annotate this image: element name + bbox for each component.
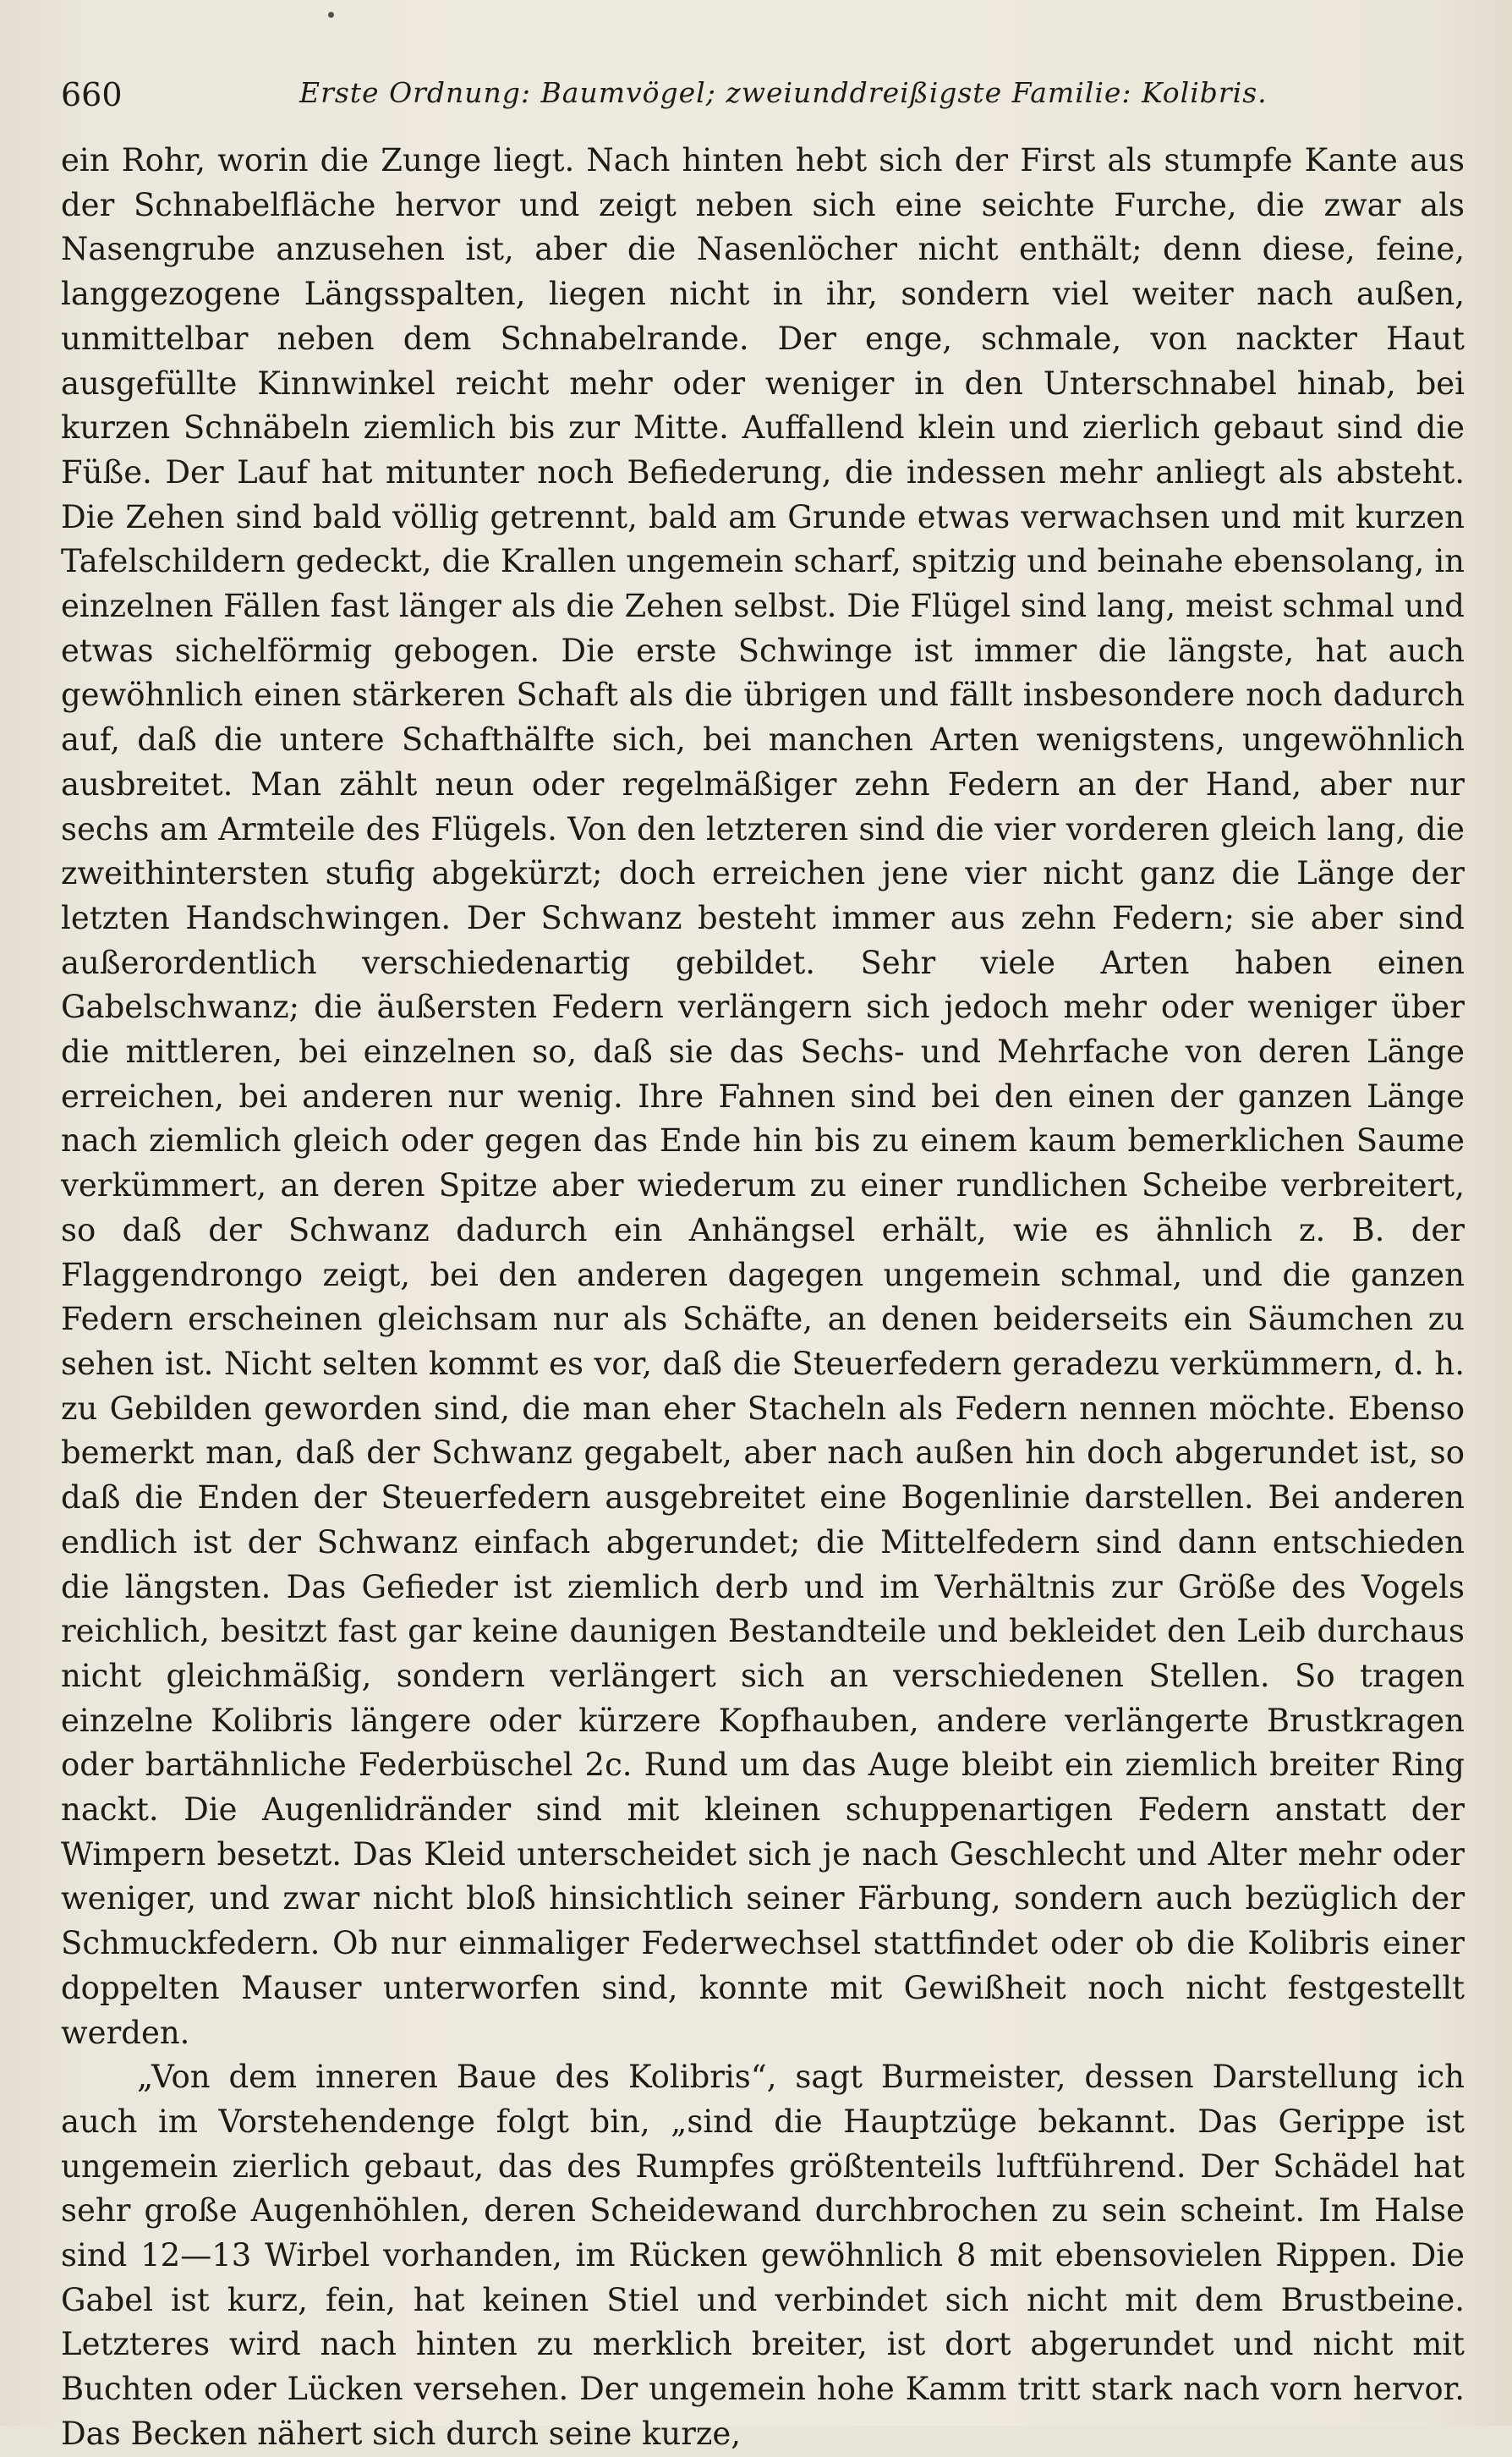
ink-speck <box>328 12 334 18</box>
running-head: Erste Ordnung: Baumvögel; zweiunddreißigste Familie: Kolibris. <box>299 76 1268 109</box>
body-text <box>61 139 1465 2457</box>
paragraph-2: „Von dem inneren Baue des Kolibris“, sagt Burmeister, dessen Darstellung ich auch im Vorstehendenge folgt bin, „sind die Hauptzüge bekannt. Das Gerippe ist ungemein zierlich gebaut, das des Rumpfes größtenteils luftführend. Der Schädel hat sehr große Augenhöhlen, deren Scheidewand durchbrochen zu sein scheint. Im Halse sind 12—13 Wirbel vorhanden, im Rücken gewöhnlich 8 mit ebensovielen Rippen. Die Gabel ist kurz, fein, hat keinen Stiel und verbindet sich nicht mit dem Brustbeine. Letzteres wird nach hinten zu merklich breiter, ist dort abgerundet und nicht mit Buchten oder Lücken versehen. Der ungemein hohe Kamm tritt stark nach vorn hervor. Das Becken nähert sich durch seine kurze, <box>61 2059 1465 2452</box>
page-header <box>61 71 1465 122</box>
paragraph-1: ein Rohr, worin die Zunge liegt. Nach hinten hebt sich der First als stumpfe Kante aus der Schnabelfläche hervor und zeigt neben sich eine seichte Furche, die zwar als Nasengrube anzusehen ist, aber die Nasenlöcher nicht enthält; denn diese, feine, langgezogene Längsspalten, liegen nicht in ihr, sondern viel weiter nach außen, unmittelbar neben dem Schnabelrande. Der enge, schmale, von nackter Haut ausgefüllte Kinnwinkel reicht mehr oder weniger in den Unterschnabel hinab, bei kurzen Schnäbeln ziemlich bis zur Mitte. Auffallend klein und zierlich gebaut sind die Füße. Der Lauf hat mitunter noch Befiederung, die indessen mehr anliegt als absteht. Die Zehen sind bald völlig getrennt, bald am Grunde etwas verwachsen und mit kurzen Tafelschildern gedeckt, die Krallen ungemein scharf, spitzig und beinahe ebensolang, in einzelnen Fällen fast länger als die Zehen selbst. Die Flügel sind lang, meist schmal und etwas sichelförmig gebogen. Die erste Schwinge ist immer die längste, hat auch gewöhnlich einen stärkeren Schaft als die übrigen und fällt insbesondere noch dadurch auf, daß die untere Schafthälfte sich, bei manchen Arten wenigstens, ungewöhnlich ausbreitet. Man zählt neun oder regelmäßiger zehn Federn an der Hand, aber nur sechs am Armteile des Flügels. Von den letzteren sind die vier vorderen gleich lang, die zweithintersten stufig abgekürzt; doch erreichen jene vier nicht ganz die Länge der letzten Handschwingen. Der Schwanz besteht immer aus zehn Federn; sie aber sind außerordentlich verschiedenartig gebildet. Sehr viele Arten haben einen Gabelschwanz; die äußersten Federn verlängern sich jedoch mehr oder weniger über die mittleren, bei einzelnen so, daß sie das Sechs- und Mehrfache von deren Länge erreichen, bei anderen nur wenig. Ihre Fahnen sind bei den einen der ganzen Länge nach ziemlich gleich oder gegen das Ende hin bis zu einem kaum bemerklichen Saume verkümmert, an deren Spitze aber wiederum zu einer rundlichen Scheibe verbreitert, so daß der Schwanz dadurch ein Anhängsel erhält, wie es ähnlich z. B. der Flaggendrongo zeigt, bei den anderen dagegen ungemein schmal, und die ganzen Federn erscheinen gleichsam nur als Schäfte, an denen beiderseits ein Säumchen zu sehen ist. Nicht selten kommt es vor, daß die Steuerfedern geradezu verkümmern, d. h. zu Gebilden geworden sind, die man eher Stacheln als Federn nennen möchte. Ebenso bemerkt man, daß der Schwanz gegabelt, aber nach außen hin doch abgerundet ist, so daß die Enden der Steuerfedern ausgebreitet eine Bogenlinie darstellen. Bei anderen endlich ist der Schwanz einfach abgerundet; die Mittelfedern sind dann entschieden die längsten. Das Gefieder ist ziemlich derb und im Verhältnis zur Größe des Vogels reichlich, besitzt fast gar keine daunigen Bestandteile und bekleidet den Leib durchaus nicht gleichmäßig, sondern verlängert sich an verschiedenen Stellen. So tragen einzelne Kolibris längere oder kürzere Kopfhauben, andere verlängerte Brustkragen oder bartähnliche Federbüschel 2c. Rund um das Auge bleibt ein ziemlich breiter Ring nackt. Die Augenlidränder sind mit kleinen schuppenartigen Federn anstatt der Wimpern besetzt. Das Kleid unterscheidet sich je nach Geschlecht und Alter mehr oder weniger, und zwar nicht bloß hinsichtlich seiner Färbung, sondern auch bezüglich der Schmuckfedern. Ob nur einmaliger Federwechsel stattfindet oder ob die Kolibris einer doppelten Mauser unterworfen sind, konnte mit Gewißheit noch nicht festgestellt werden. <box>61 142 1465 2051</box>
page-number: 660 <box>61 76 123 113</box>
